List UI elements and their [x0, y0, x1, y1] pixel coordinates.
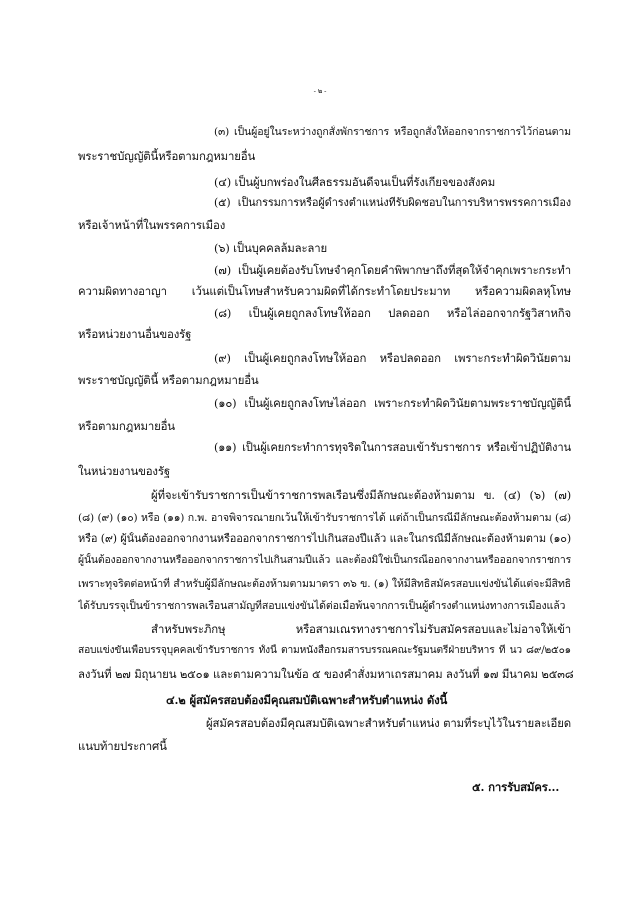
clause-7-line-2: ความผิดทางอาญา เว้นแต่เป็นโทษสำหรับความผิดที่ได้กระทำโดยประมาท หรือความผิดลหุโทษ [78, 284, 571, 298]
monk-para-line-2: สอบแข่งขันเพื่อบรรจุบุคคลเข้ารับราชการ ทั้งนี้ ตามหนังสือกรมสารบรรณคณะรัฐมนตรีฝ่ายบริหาร ที่ นว ๘๙/๒๕๐๑ [78, 645, 571, 656]
exemption-para-line-3: หรือ (๙) ผู้นั้นต้องออกจากงานหรือออกจากราชการไปเกินสองปีแล้ว และในกรณีมีลักษณะต้องห้ามตาม (๑๐) [78, 532, 571, 545]
clause-5-line-2: หรือเจ้าหน้าที่ในพรรคการเมือง [78, 218, 226, 232]
clause-8-line-2: หรือหน่วยงานอื่นของรัฐ [78, 327, 192, 341]
page-number: - ๒ - [313, 87, 327, 95]
clause-3-line-2: พระราชบัญญัตินี้หรือตามกฎหมายอื่น [78, 149, 256, 163]
clause-6: (๖) เป็นบุคคลล้มละลาย [214, 241, 328, 255]
clause-11-line-1: (๑๑) เป็นผู้เคยกระทำการทุจริตในการสอบเข้ารับราชการ หรือเข้าปฏิบัติงาน [214, 441, 571, 454]
clause-5-line-1: (๕) เป็นกรรมการหรือผู้ดำรงตำแหน่งที่รับผิดชอบในการบริหารพรรคการเมือง [214, 196, 571, 209]
exemption-para-line-5: เพราะทุจริตต่อหน้าที่ สำหรับผู้มีลักษณะต้องห้ามตามมาตรา ๓๖ ข. (๑) ให้มีสิทธิสมัครสอบแข่งขันได้แต่จะมีสิทธิ [78, 578, 571, 590]
clause-3-line-1: (๓) เป็นผู้อยู่ในระหว่างถูกสั่งพักราชการ หรือถูกสั่งให้ออกจากราชการไว้ก่อนตาม [214, 126, 571, 138]
clause-10-line-1: (๑๐) เป็นผู้เคยถูกลงโทษไล่ออก เพราะกระทำผิดวินัยตามพระราชบัญญัตินี้ [214, 396, 571, 410]
next-page-continuation: ๕. การรับสมัคร... [472, 780, 560, 794]
exemption-para-line-6: ได้รับบรรจุเป็นข้าราชการพลเรือนสามัญที่สอบแข่งขันได้ต่อเมื่อพ้นจากการเป็นผู้ดำรงตำแหน่งทางการเมืองแล้ว [78, 600, 566, 612]
monk-para-line-3: ลงวันที่ ๒๗ มิถุนายน ๒๕๐๑ และตามความในข้อ ๕ ของคำสั่งมหาเถรสมาคม ลงวันที่ ๑๗ มีนาคม ๒๕๓๘ [78, 667, 574, 681]
section-4-2-heading: ๔.๒ ผู้สมัครสอบต้องมีคุณสมบัติเฉพาะสำหรับตำแหน่ง ดังนี้ [166, 693, 448, 707]
exemption-para-line-1: ผู้ที่จะเข้ารับราชการเป็นข้าราชการพลเรือนซึ่งมีลักษณะต้องห้ามตาม ข. (๔) (๖) (๗) [151, 488, 571, 502]
section-4-2-line-2: แนบท้ายประกาศนี้ [78, 739, 167, 753]
clause-4: (๔) เป็นผู้บกพร่องในศีลธรรมอันดีจนเป็นที่รังเกียจของสังคม [214, 175, 496, 189]
clause-9-line-2: พระราชบัญญัตินี้ หรือตามกฎหมายอื่น [78, 373, 259, 387]
clause-10-line-2: หรือตามกฎหมายอื่น [78, 419, 175, 433]
clause-7-line-1: (๗) เป็นผู้เคยต้องรับโทษจำคุกโดยคำพิพากษาถึงที่สุดให้จำคุกเพราะกระทำ [214, 263, 571, 277]
clause-9-line-1: (๙) เป็นผู้เคยถูกลงโทษให้ออก หรือปลดออก เพราะกระทำผิดวินัยตาม [214, 351, 571, 365]
clause-11-line-2: ในหน่วยงานของรัฐ [78, 464, 170, 478]
monk-para-line-1: สำหรับพระภิกษุ หรือสามเณรทางราชการไม่รับสมัครสอบและไม่อาจให้เข้า [151, 622, 571, 636]
exemption-para-line-2: (๘) (๙) (๑๐) หรือ (๑๑) ก.พ. อาจพิจารณายกเว้นให้เข้ารับราชการได้ แต่ถ้าเป็นกรณีมีลักษณะต้องห้ามตาม (๘) [78, 512, 571, 524]
section-4-2-line-1: ผู้สมัครสอบต้องมีคุณสมบัติเฉพาะสำหรับตำแหน่ง ตามที่ระบุไว้ในรายละเอียด [206, 716, 571, 730]
exemption-para-line-4: ผู้นั้นต้องออกจากงานหรือออกจากราชการไปเกินสามปีแล้ว และต้องมิใช่เป็นกรณีออกจากงานหรือออกจากราชการ [78, 554, 571, 566]
clause-8-line-1: (๘) เป็นผู้เคยถูกลงโทษให้ออก ปลดออก หรือไล่ออกจากรัฐวิสาหกิจ [214, 306, 571, 320]
